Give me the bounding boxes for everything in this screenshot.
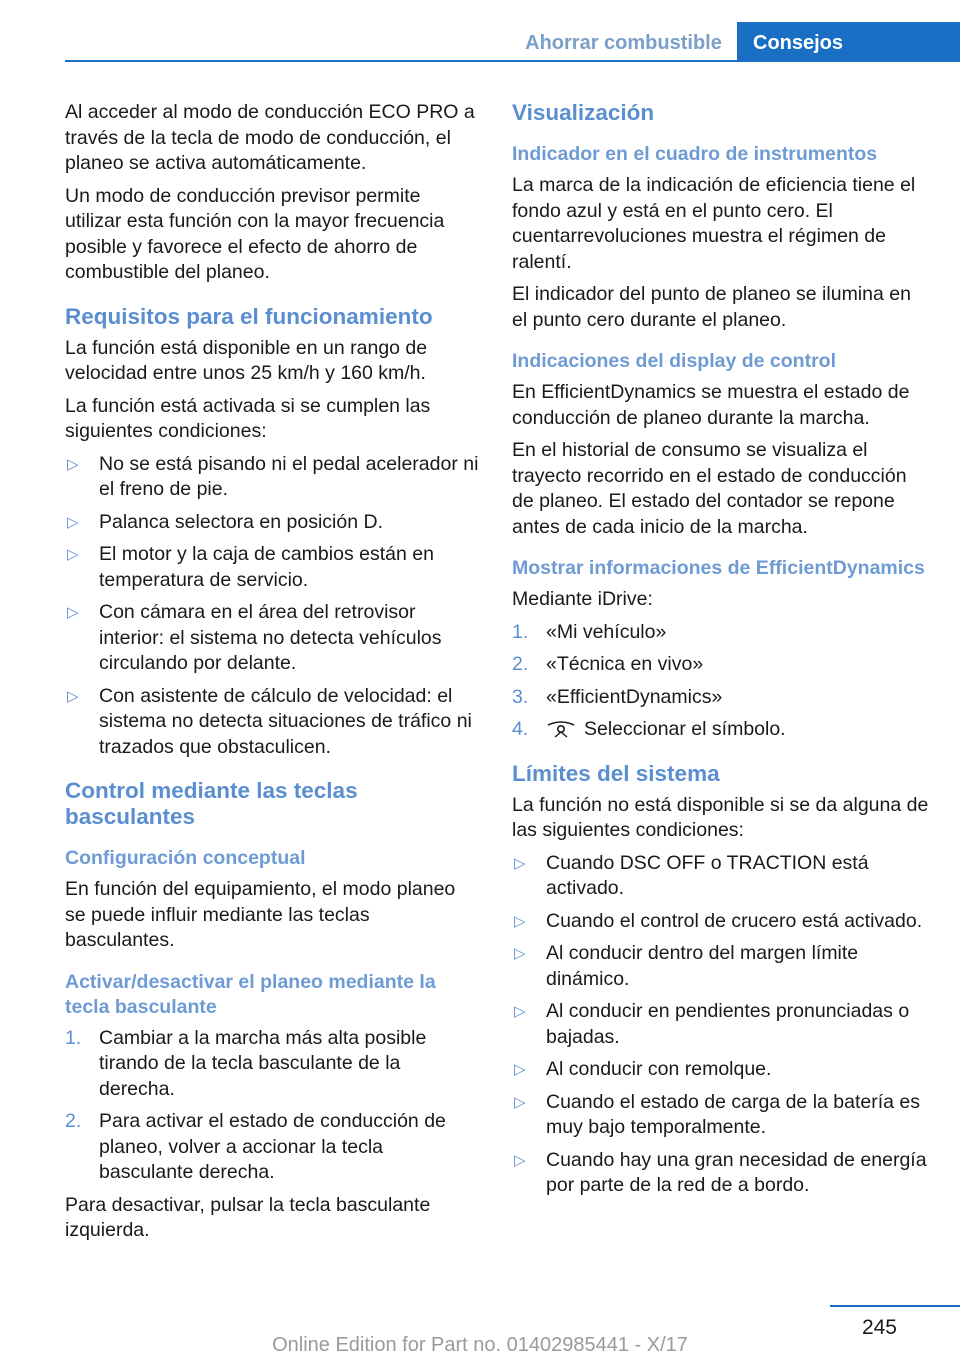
heading-visualizacion: Visualización <box>512 100 655 125</box>
list-item: ▷ Con cámara en el área del retrovisor interior: el sistema no detecta vehículos circulando por delante. <box>67 601 442 674</box>
triangle-bullet-icon: ▷ <box>514 1061 526 1078</box>
paragraph: La marca de la indicación de eficiencia tiene el fondo azul y está en el punto cero. El cuentarrevoluciones muestra el régimen de ralentí. <box>512 174 916 273</box>
page-header <box>0 0 960 62</box>
header-rule <box>65 60 960 62</box>
heading-requisitos: Requisitos para el funcionamiento <box>65 303 433 329</box>
left-column <box>65 100 480 1251</box>
heading-mostrar: Mostrar informaciones de EfficientDynamics <box>512 557 925 579</box>
paragraph: El indicador del punto de planeo se ilumina en el punto cero durante el planeo. <box>512 283 911 331</box>
triangle-bullet-icon: ▷ <box>514 1093 526 1111</box>
heading-indicador: Indicador en el cuadro de instrumentos <box>512 143 878 165</box>
list-item: ▷ Al conducir en pendientes pronunciadas o bajadas. <box>514 1000 910 1048</box>
paragraph: Mediante iDrive: <box>512 588 653 610</box>
list-item: ▷ Al conducir con remolque. <box>512 1057 930 1083</box>
list-item: ▷ Al conducir dentro del margen límite dinámico. <box>514 942 859 990</box>
triangle-bullet-icon: ▷ <box>514 1151 526 1169</box>
heading-control: Control mediante las teclas basculantes <box>65 778 358 829</box>
idrive-steps-list <box>512 620 930 743</box>
list-item: ▷ Palanca selectora en posición D. <box>65 510 480 536</box>
paragraph: Para desactivar, pulsar la tecla basculante izquierda. <box>65 1193 431 1241</box>
heading-display: Indicaciones del display de control <box>512 350 836 372</box>
triangle-bullet-icon: ▷ <box>67 513 79 531</box>
list-item: ▷ Cuando DSC OFF o TRACTION está activado. <box>514 851 869 899</box>
right-column <box>512 100 930 1206</box>
paragraph: En el historial de consumo se visualiza el trayecto recorrido en el estado de conducción de planeo. El estado del contador se repone antes de cada inicio de la marcha. <box>512 439 907 538</box>
list-item: ▷ No se está pisando ni el pedal acelerador ni el freno de pie. <box>67 452 479 500</box>
triangle-bullet-icon: ▷ <box>514 912 526 930</box>
heading-configuracion: Configuración conceptual <box>65 847 306 869</box>
triangle-bullet-icon: ▷ <box>67 687 79 705</box>
paragraph: La función no está disponible si se da alguna de las siguientes condiciones: <box>512 793 929 841</box>
triangle-bullet-icon: ▷ <box>67 604 79 621</box>
list-item: 4. Seleccionar el símbolo. <box>512 718 786 740</box>
triangle-bullet-icon: ▷ <box>67 455 79 473</box>
heading-limites: Límites del sistema <box>512 760 720 786</box>
list-item: 2. «Técnica en vivo» <box>512 653 704 675</box>
paragraph: La función está activada si se cumplen las siguientes condiciones: <box>65 394 431 442</box>
list-item: ▷ Cuando el estado de carga de la batería es muy bajo temporalmente. <box>514 1090 921 1138</box>
triangle-bullet-icon: ▷ <box>514 945 526 962</box>
page-number: 245 <box>861 1316 897 1339</box>
heading-activar: Activar/desactivar el planeo mediante la tecla basculante <box>65 970 436 1018</box>
paragraph: Al acceder al modo de conducción ECO PRO a través de la tecla de modo de conducción, el planeo se activa automáticamente. <box>65 101 475 174</box>
chapter-tab: Consejos <box>737 22 960 62</box>
paragraph: En EfficientDynamics se muestra el estado de conducción de planeo durante la marcha. <box>512 381 910 429</box>
triangle-bullet-icon: ▷ <box>67 546 79 563</box>
list-item: ▷ Con asistente de cálculo de velocidad: el sistema no detecta situaciones de tráfico ni trazados que obstaculicen. <box>67 684 472 758</box>
paragraph: La función está disponible en un rango de velocidad entre unos 25 km/h y 160 km/h. <box>65 336 428 384</box>
coasting-symbol-icon <box>546 720 576 738</box>
footer-rule <box>830 1305 960 1307</box>
paragraph: Un modo de conducción previsor permite utilizar esta función con la mayor frecuencia posible y favorece el efecto de ahorro de combustible del planeo. <box>65 184 445 283</box>
list-item: 1. «Mi vehículo» <box>512 620 667 643</box>
list-item: ▷ El motor y la caja de cambios están en temperatura de servicio. <box>67 543 434 591</box>
conditions-list <box>65 452 480 761</box>
list-item: 2. Para activar el estado de conducción de planeo, volver a accionar la tecla basculante derecha. <box>65 1110 446 1183</box>
triangle-bullet-icon: ▷ <box>514 1003 526 1020</box>
edition-note: Online Edition for Part no. 01402985441 - X/17 <box>272 1334 688 1356</box>
list-item: 3. «EfficientDynamics» <box>512 685 723 708</box>
limits-list <box>512 851 930 1199</box>
list-item: 1. Cambiar a la marcha más alta posible tirando de la tecla basculante de la derecha. <box>65 1026 427 1100</box>
steps-list <box>65 1026 480 1186</box>
triangle-bullet-icon: ▷ <box>514 854 526 872</box>
paragraph: En función del equipamiento, el modo planeo se puede influir mediante las teclas basculantes. <box>65 878 456 951</box>
section-title: Ahorrar combustible <box>525 32 722 54</box>
list-item: ▷ Cuando el control de crucero está activado. <box>512 909 930 935</box>
list-item: ▷ Cuando hay una gran necesidad de energía por parte de la red de a bordo. <box>514 1148 927 1196</box>
